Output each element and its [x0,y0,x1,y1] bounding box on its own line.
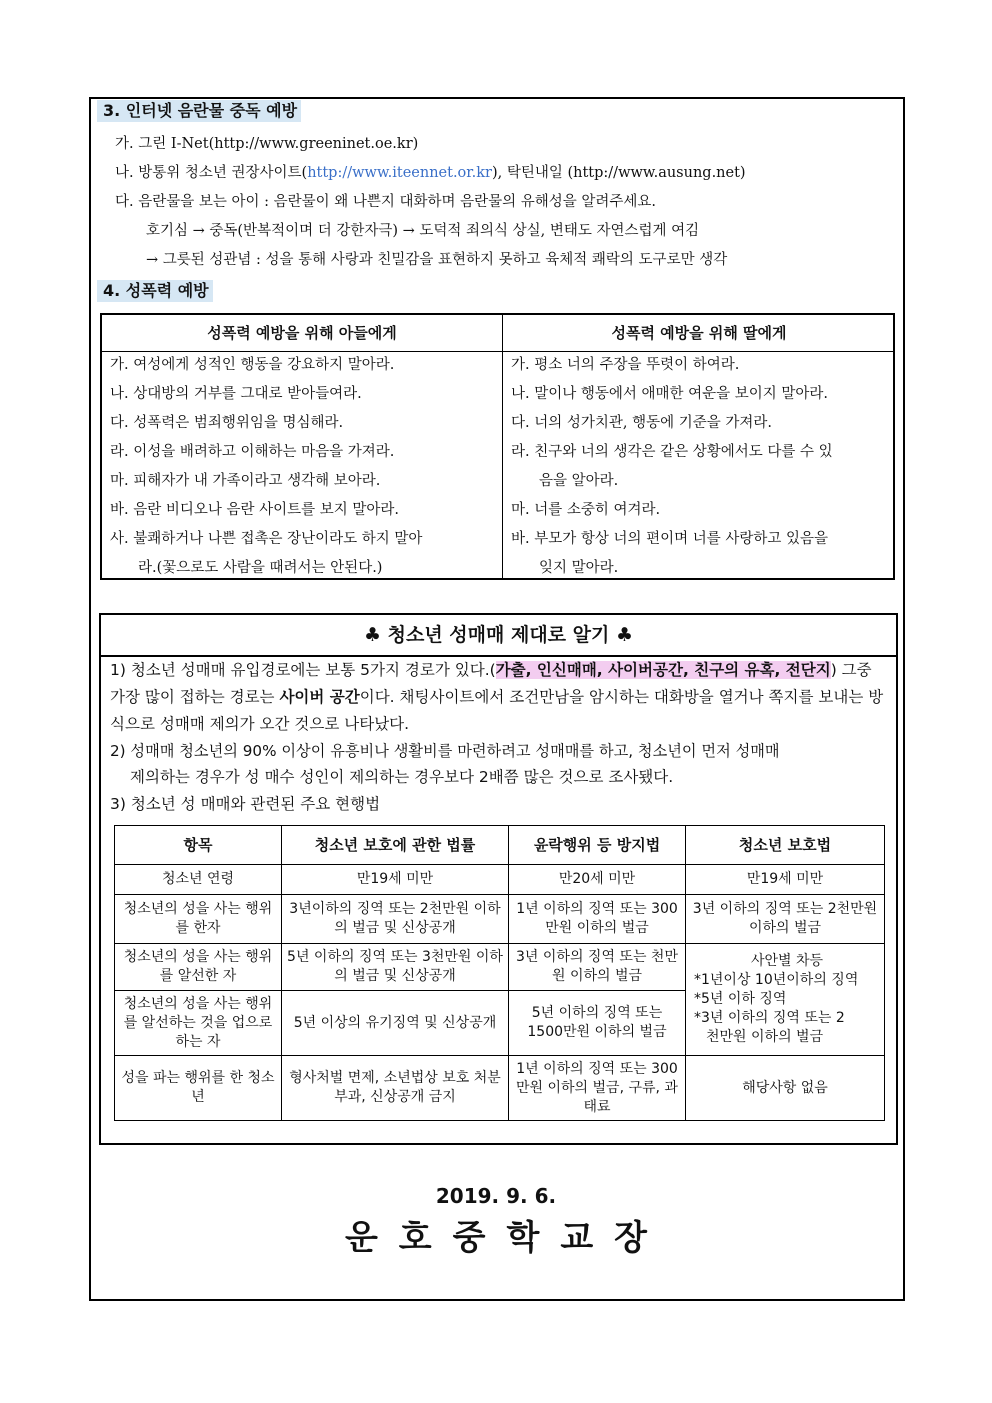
table-cell: 3년 이하의 징역 또는 2천만원 이하의 벌금 [686,895,885,944]
iteennet-link[interactable]: http://www.iteennet.or.kr [307,165,492,181]
principal-signature: 운호중학교장 [344,1218,669,1258]
table-cell: 5년 이상의 유기징역 및 신상공개 [282,991,509,1056]
table-row [115,1056,885,1121]
daughters-item: 가. 평소 너의 주장을 뚜렷이 하여라. [511,357,740,373]
sons-item: 다. 성폭력은 범죄행위임을 명심해라. [110,415,344,431]
law-table-header-row [115,826,885,865]
document-date: 2019. 9. 6. [435,1184,557,1208]
merged-line: *3년 이하의 징역 또는 2 [694,1010,845,1026]
sons-item: 사. 불쾌하거나 나쁜 접촉은 장난이라도 하지 말아 [110,531,423,547]
box-paragraph-3: 3) 청소년 성 매매와 관련된 주요 현행법 [110,795,381,813]
sons-item: 바. 음란 비디오나 음란 사이트를 보지 말아라. [110,502,399,518]
sons-item: 라. 이성을 배려하고 이해하는 마음을 가져라. [110,444,395,460]
p1-text-b: ) 그중 가장 많이 접하는 경로는 [110,661,872,706]
table-cell: 3년이하의 징역 또는 2천만원 이하의 벌금 및 신상공개 [282,895,509,944]
merged-line: 천만원 이하의 벌금 [706,1029,824,1045]
box-paragraph-1 [110,657,888,738]
p1-text-c: 이다. 채팅사이트에서 조건만남을 암시하는 대화방을 열거나 쪽지를 보내는 방식으로 성매매 제의가 오간 것으로 나타났다. [110,688,884,733]
section4-heading: 4. 성폭력 예방 [97,280,213,302]
table-cell: 청소년의 성을 사는 행위를 한자 [115,895,282,944]
table-cell: 5년 이하의 징역 또는 1500만원 이하의 벌금 [509,991,686,1056]
table-cell: 해당사항 없음 [686,1056,885,1121]
prevention-table-divider [502,315,503,578]
na-prefix: 나. 방통위 청소년 권장사이트( [115,165,308,181]
table-row [115,944,885,991]
merged-line: *1년이상 10년이하의 징역 [694,972,859,988]
daughters-item: 바. 부모가 항상 너의 편이며 너를 사랑하고 있음을 [511,531,829,547]
table-cell: 3년 이하의 징역 또는 천만원 이하의 벌금 [509,944,686,991]
prevention-table [100,313,895,580]
table-cell: 만19세 미만 [686,865,885,895]
daughters-item: 라. 친구와 너의 생각은 같은 상황에서도 다를 수 있 [511,444,833,460]
section3-heading: 3. 인터넷 음란물 중독 예방 [97,100,301,122]
p1-highlight: 가출, 인신매매, 사이버공간, 친구의 유혹, 전단지 [495,661,831,679]
box-paragraph-2: 2) 성매매 청소년의 90% 이상이 유흥비나 생활비를 마련하려고 성매매를 하고, 청소년이 먼저 성매매 [110,742,780,760]
daughters-item: 잊지 말아라. [539,560,619,576]
law-header-youth-protection-act: 청소년 보호법 [686,826,885,865]
table-cell: 만19세 미만 [282,865,509,895]
table-cell: 형사처벌 면제, 소년법상 보호 처분 부과, 신상공개 금지 [282,1056,509,1121]
table-cell: 만20세 미만 [509,865,686,895]
merged-line: *5년 이하 징역 [694,991,787,1007]
p1-bold: 사이버 공간 [279,688,360,706]
sons-item: 나. 상대방의 거부를 그대로 받아들여라. [110,386,362,402]
law-table [114,825,885,1121]
law-header-youth-protection-act-special: 청소년 보호에 관한 법률 [282,826,509,865]
table-cell: 1년 이하의 징역 또는 300만원 이하의 벌금 [509,895,686,944]
sons-item: 마. 피해자가 내 가족이라고 생각해 보아라. [110,473,381,489]
daughters-item: 음을 알아라. [539,473,619,489]
table-row [115,865,885,895]
table-cell: 성을 파는 행위를 한 청소년 [115,1056,282,1121]
na-suffix: ), 탁틴내일 (http://www.ausung.net) [491,165,746,181]
section3-item-da: 다. 음란물을 보는 아이 : 음란물이 왜 나쁜지 대화하며 음란물의 유해성을 알려주세요. [115,194,657,210]
law-header-prostitution-prevention: 윤락행위 등 방지법 [509,826,686,865]
section3-item-da-line2: 호기심 → 중독(반복적이며 더 강한자극) → 도덕적 죄의식 상실, 변태도 자연스럽게 여김 [146,223,700,239]
law-header-item: 항목 [115,826,282,865]
box-title: ♣ 청소년 성매매 제대로 알기 ♣ [101,615,896,657]
daughters-item: 다. 너의 성가치관, 행동에 기준을 가져라. [511,415,772,431]
daughters-item: 마. 너를 소중히 여겨라. [511,502,661,518]
table-cell: 청소년의 성을 사는 행위를 알선하는 것을 업으로 하는 자 [115,991,282,1056]
p1-text-a: 1) 청소년 성매매 유입경로에는 보통 5가지 경로가 있다.( [110,661,496,679]
section3-item-na [115,163,746,183]
box-paragraph-2-line2: 제의하는 경우가 성 매수 성인이 제의하는 경우보다 2배쯤 많은 것으로 조사됐다. [130,768,674,786]
table-cell: 5년 이하의 징역 또는 3천만원 이하의 벌금 및 신상공개 [282,944,509,991]
merged-penalty-cell [686,944,885,1056]
table-cell: 청소년의 성을 사는 행위를 알선한 자 [115,944,282,991]
merged-line: 사안별 차등 [750,953,824,969]
table-cell: 1년 이하의 징역 또는 300만원 이하의 벌금, 구류, 과태료 [509,1056,686,1121]
sons-item: 라.(꽃으로도 사람을 때려서는 안된다.) [138,560,383,576]
sons-item: 가. 여성에게 성적인 행동을 강요하지 말아라. [110,357,395,373]
section3-item-da-line3: → 그릇된 성관념 : 성을 통해 사랑과 친밀감을 표현하지 못하고 육체적 쾌락의 도구로만 생각 [146,252,728,268]
table-cell: 청소년 연령 [115,865,282,895]
daughters-column-header: 성폭력 예방을 위해 딸에게 [611,324,787,342]
section3-item-ga: 가. 그린 I-Net(http://www.greeninet.oe.kr) [115,136,419,152]
sons-column-header: 성폭력 예방을 위해 아들에게 [207,324,397,342]
daughters-item: 나. 말이나 행동에서 애매한 여운을 보이지 말아라. [511,386,829,402]
table-row [115,895,885,944]
